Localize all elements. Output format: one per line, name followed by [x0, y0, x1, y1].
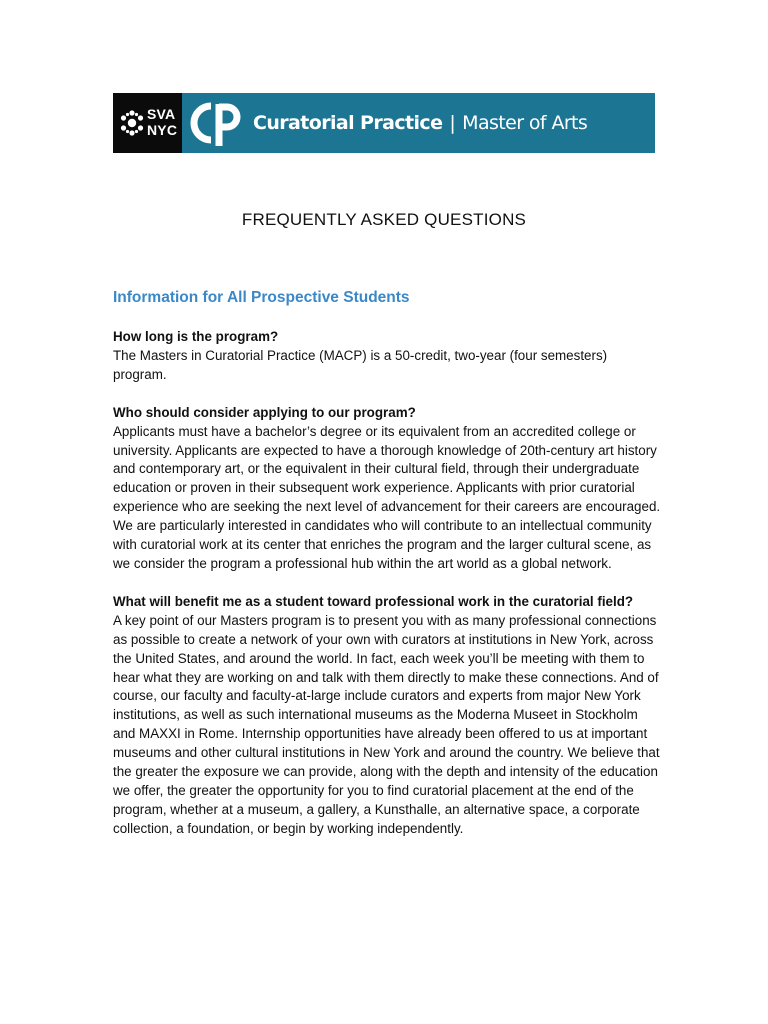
header-banner — [113, 93, 655, 153]
faq-list — [113, 328, 661, 858]
faq-item — [113, 328, 661, 385]
sva-emblem-icon — [120, 109, 144, 137]
faq-answer: Applicants must have a bachelor’s degree or its equivalent from an accredited college or university. Applicants are expected to have a thorough knowledge of 20th-century art history and contemporary art, or the equivalent in their cultural field, through their undergraduate education or proven in their subsequent work experience. Applicants with prior curatorial experience who are seeking the next level of advancement for their careers are encouraged. We are particularly interested in candidates who will contribute to an intellectual community with curatorial work at its center that enriches the program and the larger cultural scene, as we consider the program a professional hub within the art world as a global network. — [113, 423, 661, 571]
faq-answer: The Masters in Curatorial Practice (MACP) is a 50-credit, two-year (four semesters) program. — [113, 347, 608, 382]
program-name: Curatorial Practice — [253, 112, 443, 134]
faq-question: What will benefit me as a student toward professional work in the curatorial field? — [113, 593, 634, 609]
page-title: FREQUENTLY ASKED QUESTIONS — [241, 210, 527, 229]
degree-name: Master of Arts — [462, 112, 588, 134]
cp-monogram-icon — [187, 100, 245, 146]
faq-item — [113, 404, 661, 574]
faq-answer: A key point of our Masters program is to present you with as many professional connections as possible to create a network of your own with curators at institutions in New York, across the United States, and around the world. In fact, each week you’ll be meeting with them to hear what they are working on and talk with them directly to make these connections. And of course, our faculty and faculty-at-large include curators and experts from major New York institutions, as well as such international museums as the Moderna Museet in Stockholm and MAXXI in Rome. Internship opportunities have already been offered to us at important museums and other cultural institutions in New York and around the country. We believe that the greater the exposure we can provide, along with the depth and intensity of the education we offer, the greater the opportunity for you to find curatorial placement at the end of the program, whether at a museum, a gallery, a Kunsthalle, an alternative space, a corporate collection, a foundation, or begin by working independently. — [113, 612, 660, 836]
title-separator: | — [449, 112, 456, 134]
faq-item — [113, 593, 661, 839]
sva-wordmark: SVA NYC — [147, 106, 178, 138]
faq-question: Who should consider applying to our program? — [113, 404, 416, 420]
faq-question: How long is the program? — [113, 329, 279, 344]
program-title — [253, 111, 587, 135]
section-heading: Information for All Prospective Students — [113, 289, 410, 306]
sva-logo — [113, 93, 182, 153]
